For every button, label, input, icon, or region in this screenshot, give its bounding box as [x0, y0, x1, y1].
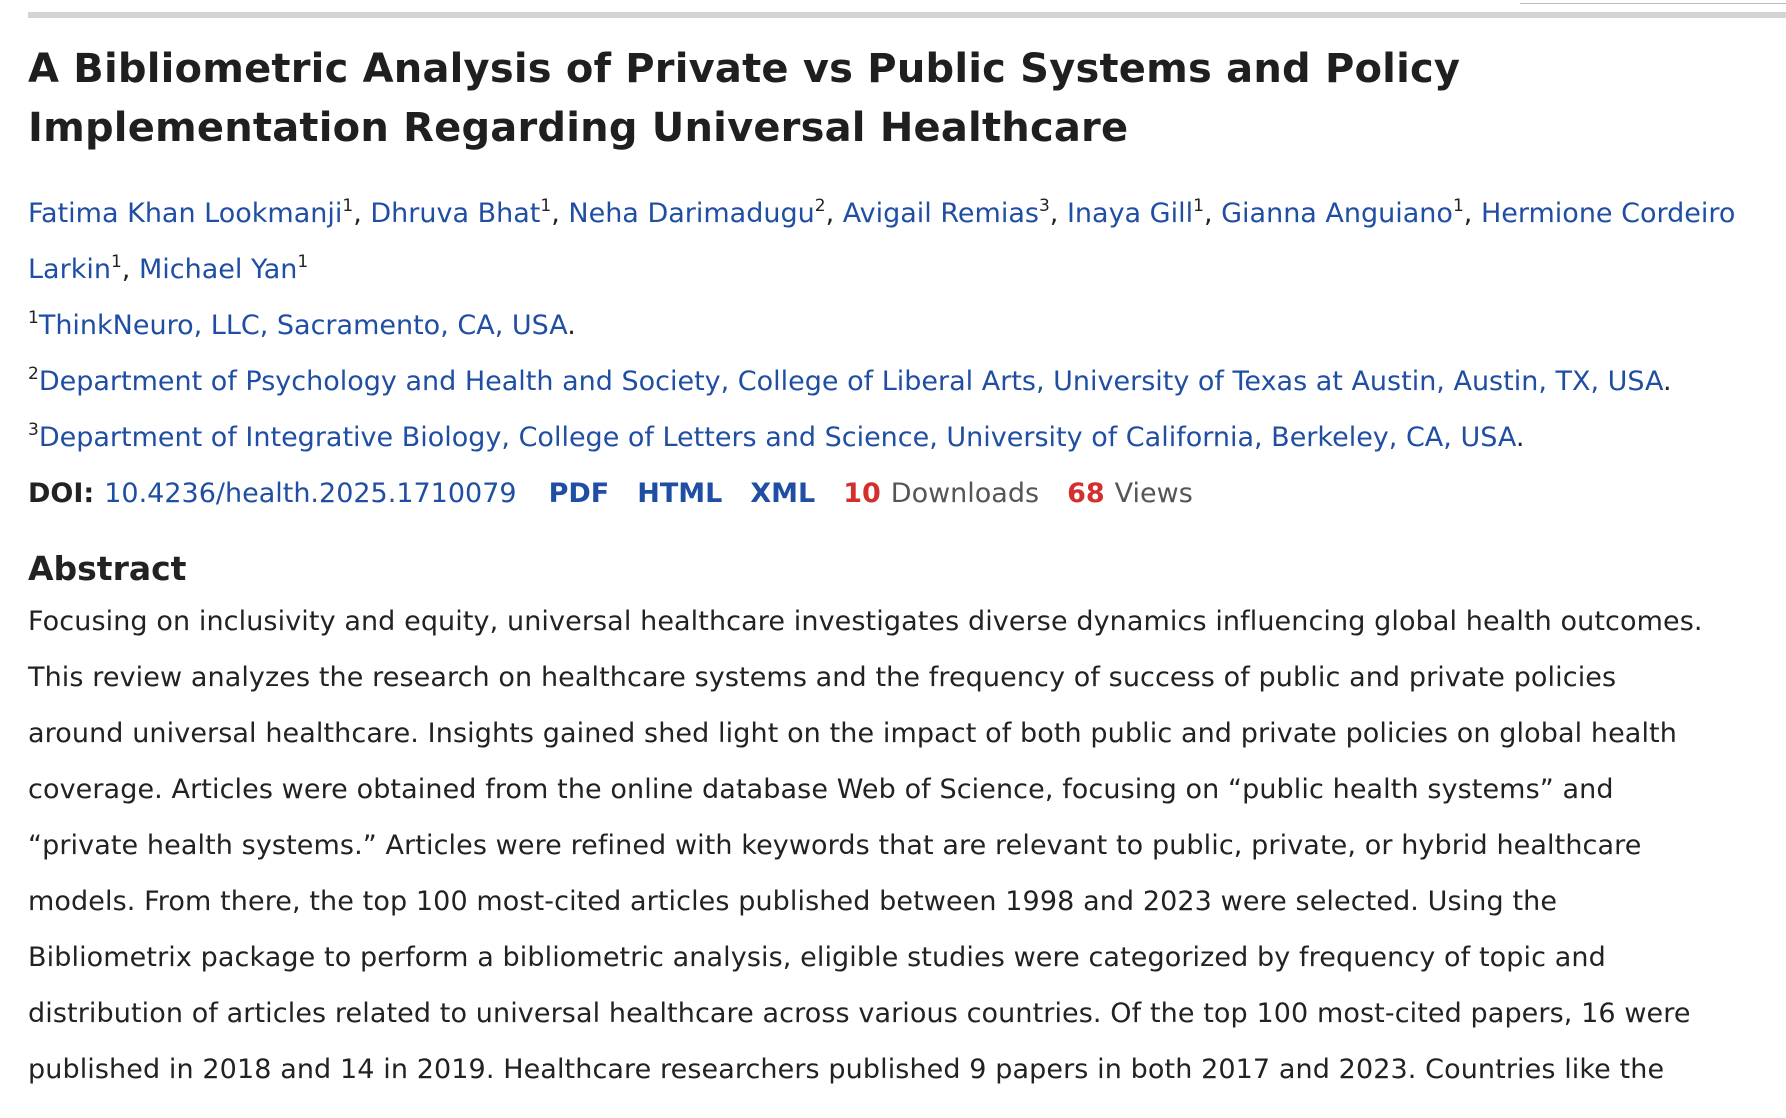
abstract-line: published in 2018 and 14 in 2019. Healthcare researchers published 9 papers in both 2017 and 2023. Countries like the	[28, 1054, 1665, 1085]
doi-label: DOI:	[28, 478, 95, 509]
abstract-heading: Abstract	[28, 549, 187, 588]
views-count: 68	[1067, 478, 1105, 509]
author-affiliation-number: 1	[342, 196, 354, 216]
abstract-line: This review analyzes the research on healthcare systems and the frequency of success of public and private policies	[28, 662, 1617, 693]
author-link[interactable]: Dhruva Bhat	[370, 198, 541, 229]
top-divider-tab	[1520, 0, 1786, 4]
author-link[interactable]: Neha Darimadugu	[568, 198, 815, 229]
affiliation-link[interactable]: Department of Integrative Biology, College of Letters and Science, University of California, Berkeley, CA, USA	[38, 422, 1516, 453]
author-affiliation-number: 1	[1193, 196, 1204, 216]
abstract-line: Bibliometrix package to perform a bibliometric analysis, eligible studies were categorized by frequency of topic and	[28, 942, 1606, 973]
downloads-count: 10	[843, 478, 881, 509]
abstract-line: Focusing on inclusivity and equity, universal healthcare investigates diverse dynamics influencing global health outcomes.	[28, 606, 1703, 637]
article-header	[28, 40, 1768, 1098]
abstract-line: around universal healthcare. Insights gained shed light on the impact of both public and private policies on global health	[28, 718, 1677, 749]
author-affiliation-number: 1	[110, 252, 122, 272]
article-title: A Bibliometric Analysis of Private vs Public Systems and Policy Implementation Regarding Universal Healthcare	[28, 46, 1461, 151]
author-affiliation-number: 1	[540, 196, 552, 216]
doi-and-stats-row	[28, 466, 1768, 522]
author-link[interactable]: Inaya Gill	[1066, 198, 1194, 229]
xml-link[interactable]: XML	[750, 478, 816, 509]
affiliation-1: $^1$ThinkNeuro, LLC, Sacramento, CA, USA.	[28, 308, 576, 341]
top-divider-bar	[28, 12, 1786, 18]
author-affiliation-number: 2	[814, 196, 826, 216]
affiliation-link[interactable]: Department of Psychology and Health and Society, College of Liberal Arts, University of Texas at Austin, Austin, TX, USA	[38, 366, 1664, 397]
abstract-body	[28, 594, 1768, 1098]
author-affiliation-number: 1	[1452, 196, 1464, 216]
author-link[interactable]: Fatima Khan Lookmanji	[28, 198, 343, 229]
abstract-line: models. From there, the top 100 most-cited articles published between 1998 and 2023 were selected. Using the	[28, 886, 1558, 917]
affiliation-number: 2	[28, 364, 39, 384]
views-label: Views	[1114, 478, 1193, 509]
abstract-line: coverage. Articles were obtained from the online database Web of Science, focusing on “public health systems” and	[28, 774, 1614, 805]
author-link[interactable]: Hermione Cordeiro Larkin	[28, 198, 1736, 285]
author-link[interactable]: Gianna Anguiano	[1221, 198, 1453, 229]
affiliation-number: 1	[28, 308, 39, 328]
affiliation-2: $^2$Department of Psychology and Health and Society, College of Liberal Arts, University of Texas at Austin, Austin, TX, USA.	[28, 364, 1672, 397]
pdf-link[interactable]: PDF	[548, 478, 610, 509]
author-link[interactable]: Avigail Remias	[842, 198, 1039, 229]
abstract-line: distribution of articles related to universal healthcare across various countries. Of the top 100 most-cited papers, 16 were	[28, 998, 1691, 1029]
author-link[interactable]: Michael Yan	[138, 254, 298, 285]
author-affiliation-number: 3	[1038, 196, 1050, 216]
affiliation-3: $^3$Department of Integrative Biology, College of Letters and Science, University of California, Berkeley, CA, USA.	[28, 420, 1525, 453]
downloads-label: Downloads	[890, 478, 1040, 509]
html-link[interactable]: HTML	[637, 478, 723, 509]
author-affiliation-number: 1	[297, 252, 309, 272]
author-list: Fatima Khan Lookmanji$^1$, Dhruva Bhat$^1$, Neha Darimadugu$^2$, Avigail Remias$^3$, Inaya Gill$^1$, Gianna Anguiano$^1$, Hermione Cordeiro Larkin$^1$, Michael Yan$^1$	[28, 196, 1736, 285]
affiliation-number: 3	[28, 420, 39, 440]
affiliation-link[interactable]: ThinkNeuro, LLC, Sacramento, CA, USA	[38, 310, 568, 341]
doi-link[interactable]: 10.4236/health.2025.1710079	[104, 478, 517, 509]
abstract-line: “private health systems.” Articles were refined with keywords that are relevant to public, private, or hybrid healthcare	[28, 830, 1642, 861]
